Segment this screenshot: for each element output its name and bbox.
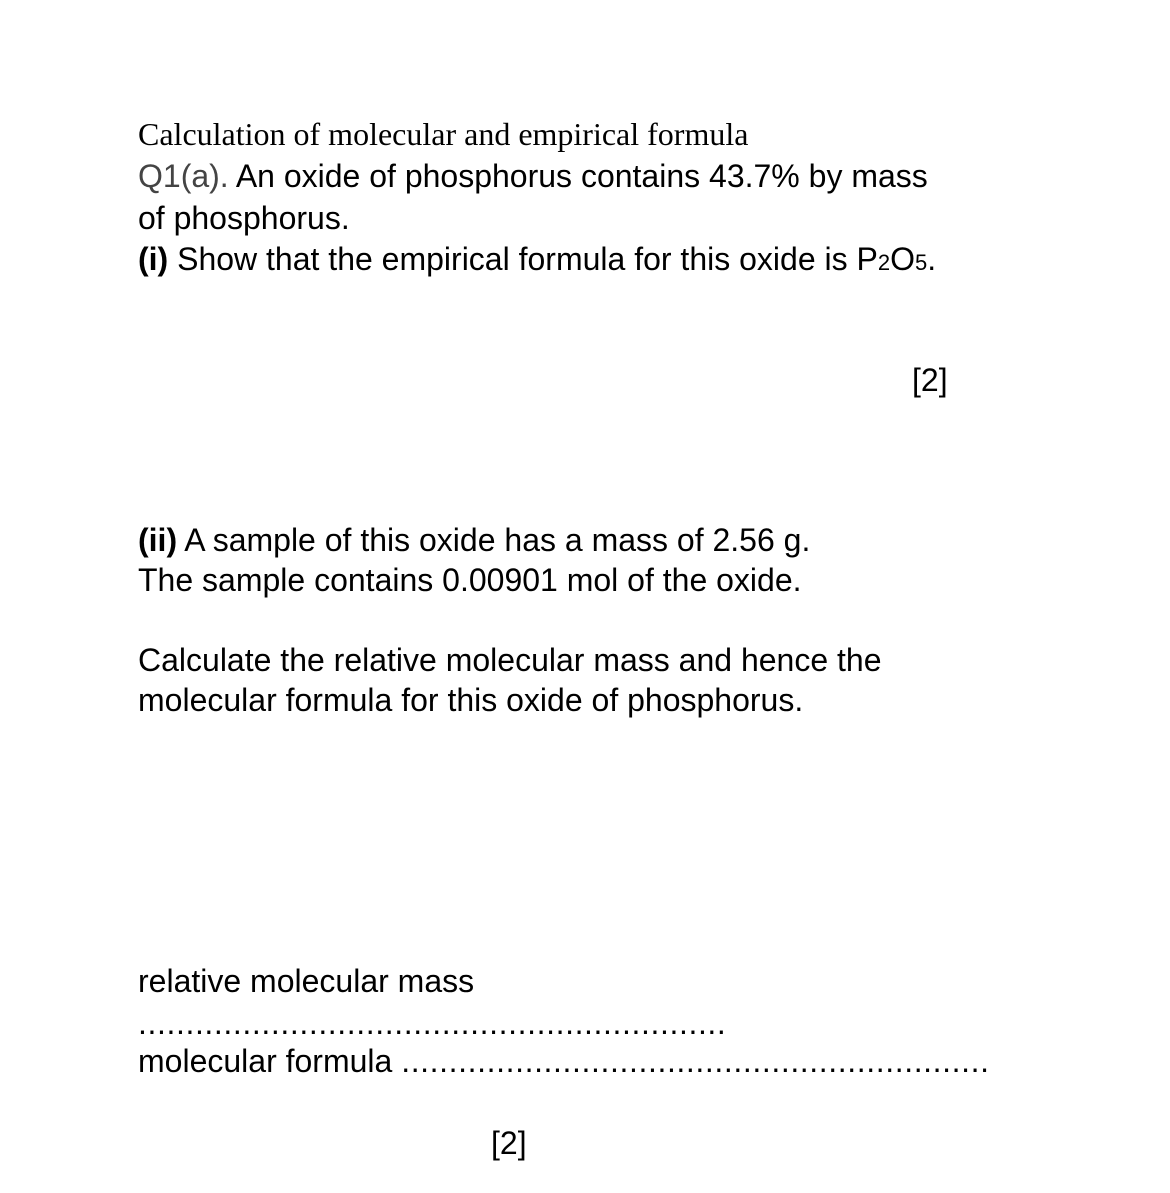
question-label: Q1(a). (138, 158, 229, 194)
question-1a-line-2: of phosphorus. (138, 200, 350, 236)
formula-subscript-2: 2 (877, 250, 891, 275)
formula-end: . (927, 241, 937, 277)
question-1a-line-1 (138, 156, 928, 196)
part-ii-line-1 (138, 520, 810, 560)
mf-label: molecular formula (138, 1043, 393, 1079)
question-text: An oxide of phosphorus contains 43.7% by mass (228, 158, 928, 194)
page-title: Calculation of molecular and empirical formula (138, 116, 749, 152)
part-ii-line-2: The sample contains 0.00901 mol of the oxide. (138, 562, 802, 598)
part-ii-label: (ii) (138, 522, 178, 558)
part-ii-line-4: molecular formula for this oxide of phosphorus. (138, 682, 804, 718)
part-ii-marks: [2] (491, 1125, 527, 1161)
formula-subscript-5: 5 (914, 250, 928, 275)
part-i-text: Show that the empirical formula for this oxide is P (168, 241, 878, 277)
part-ii-text: A sample of this oxide has a mass of 2.56 g. (177, 522, 811, 558)
mf-answer-row (138, 1041, 990, 1081)
rmm-answer-line[interactable]: .............................................................. (138, 1005, 727, 1041)
part-ii-line-3: Calculate the relative molecular mass and hence the (138, 642, 882, 678)
part-i-label: (i) (138, 241, 169, 277)
part-i-prompt (138, 239, 936, 283)
formula-oxygen: O (890, 241, 915, 277)
mf-answer-line[interactable]: .............................................................. (401, 1043, 990, 1079)
part-i-marks: [2] (912, 362, 948, 398)
rmm-label: relative molecular mass (138, 963, 475, 999)
